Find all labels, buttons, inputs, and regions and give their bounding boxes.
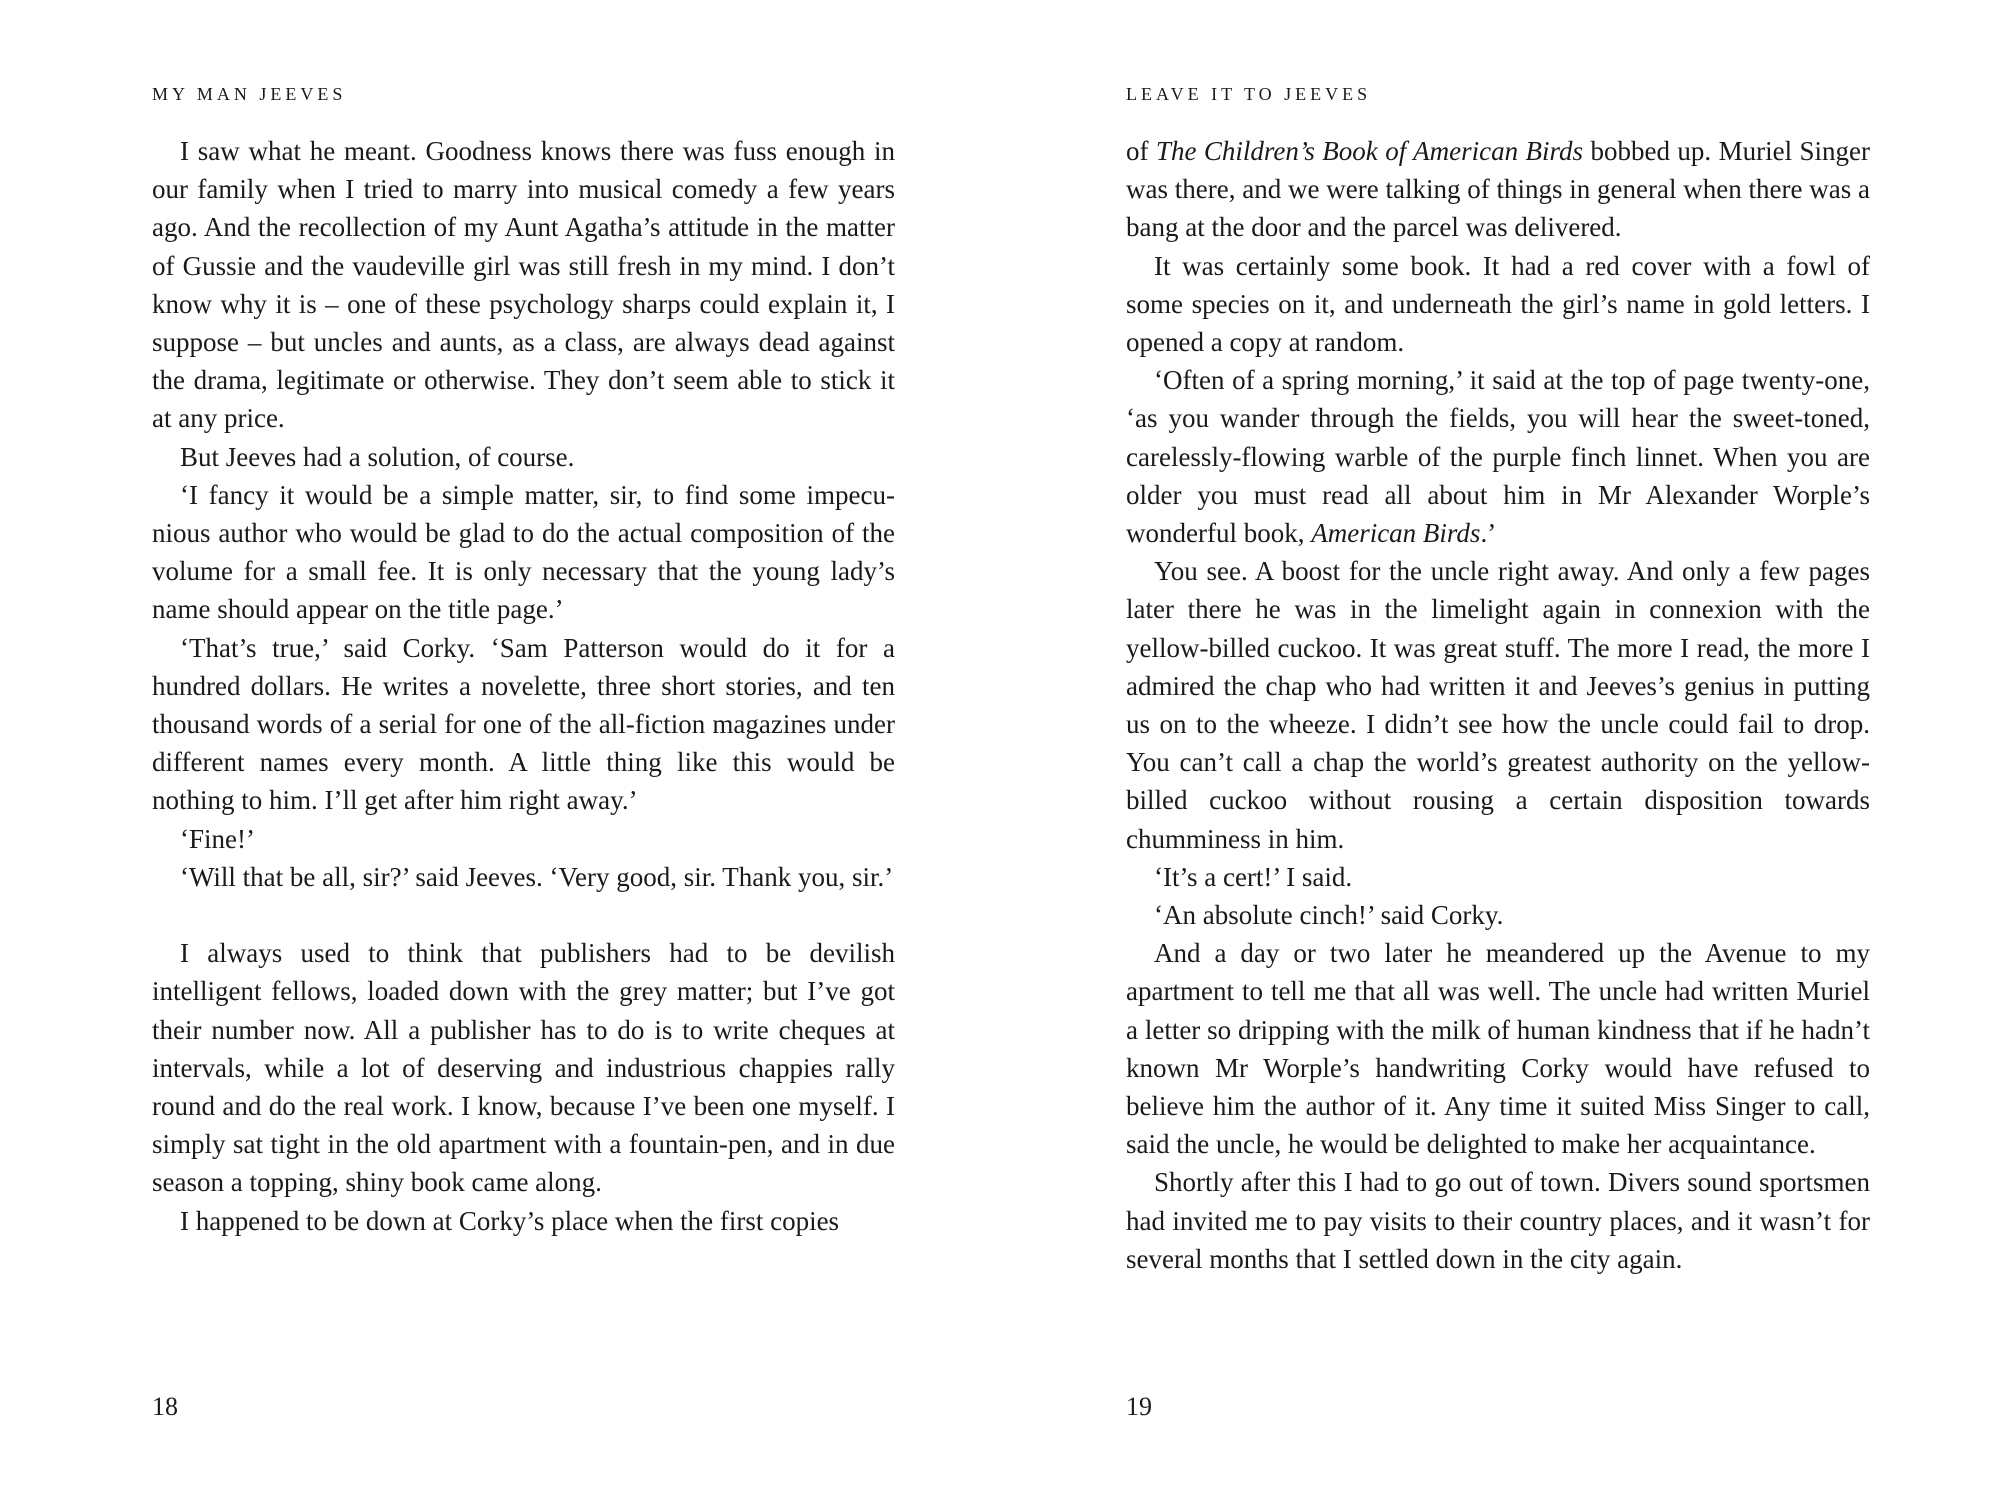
paragraph: ‘That’s true,’ said Corky. ‘Sam Patterson would do it for a hundred dollars. He writes a novelette, three short stories, and ten thousand words of a serial for one of the all-fiction magazines under different names every month. A little thing like this would be nothing to him. I’ll get after him right away.’ (152, 632, 895, 816)
text-run: ‘Often of a spring morning,’ it said at the top of page twenty-one, ‘as you wander through the fields, you will hear the sweet-toned, carelessly-flowing warble of the purple finch linnet. When you are older you must read all about him in Mr Alexander Worple’s wonderful book, (1126, 365, 1870, 549)
text-run: bobbed up. Muriel Singer was there, and we were talking of things in general when there was a bang at the door and the parcel was delivered. (1126, 136, 1870, 243)
paragraph: I saw what he meant. Goodness knows there was fuss enough in our family when I tried to marry into musical comedy a few years ago. And the recollection of my Aunt Agatha’s attitude in the matter of Gussie and the vaudeville girl was still fresh in my mind. I don’t know why it is – one of these psychology sharps could explain it, I suppose – but uncles and aunts, as a class, are always dead against the drama, legitimate or otherwise. They don’t seem able to stick it at any price. (152, 136, 895, 434)
paragraph-continued (1126, 132, 1870, 247)
text-run: .’ (1480, 518, 1497, 549)
running-head: LEAVE IT TO JEEVES (1126, 84, 1372, 104)
paragraph: It was certainly some book. It had a red cover with a fowl of some species on it, and underneath the girl’s name in gold letters. I opened a copy at random. (1126, 250, 1870, 358)
paragraph: You see. A boost for the uncle right away. And only a few pages later there he was in the limelight again in connexion with the yellow-billed cuckoo. It was great stuff. The more I read, the more I admired the chap who had written it and Jeeves’s genius in putting us on to the wheeze. I didn’t see how the uncle could fail to drop. You can’t call a chap the world’s greatest authority on the yellow-billed cuckoo without rousing a certain disposition towards chumminess in him. (1126, 556, 1870, 854)
paragraph: Shortly after this I had to go out of town. Divers sound sportsmen had invited me to pay visits to their country places, and it wasn’t for several months that I settled down in the city again. (1126, 1167, 1870, 1274)
paragraph: I happened to be down at Corky’s place when the first copies (180, 1205, 840, 1236)
paragraph: But Jeeves had a solution, of course. (180, 441, 575, 472)
book-title: The Children’s Book of American Birds (1155, 136, 1584, 166)
right-page (1126, 0, 1870, 1497)
left-page (152, 0, 895, 1497)
paragraph: ‘It’s a cert!’ I said. (1154, 861, 1353, 892)
running-head: MY MAN JEEVES (152, 84, 347, 104)
paragraph: And a day or two later he meandered up the Avenue to my apartment to tell me that all was well. The uncle had written Muriel a letter so dripping with the milk of human kindness that if he hadn’t known Mr Worple’s handwriting Corky would have refused to believe him the author of it. Any time it suited Miss Singer to call, said the uncle, he would be delighted to make her acquaintance. (1126, 938, 1870, 1160)
paragraph: ‘I fancy it would be a simple matter, sir, to find some impecunious author who would be glad to do the actual composition of the volume for a small fee. It is only necessary that the young lady’s name should appear on the title page.’ (152, 479, 895, 625)
book-title: American Birds (1311, 518, 1481, 549)
paragraph: I always used to think that publishers had to be devilish intelligent fellows, loaded down with the grey matter; but I’ve got their number now. All a publisher has to do is to write cheques at intervals, while a lot of deserving and industrious chappies rally round and do the real work. I know, because I’ve been one myself. I simply sat tight in the old apartment with a fountain-pen, and in due season a topping, shiny book came along. (152, 938, 895, 1198)
paragraph: ‘Will that be all, sir?’ said Jeeves. ‘Very good, sir. Thank you, sir.’ (180, 861, 894, 892)
page-number: 18 (152, 1392, 178, 1421)
paragraph: ‘An absolute cinch!’ said Corky. (1154, 900, 1504, 931)
page-body (1126, 132, 1870, 1278)
paragraph (1126, 361, 1870, 552)
section-break (152, 896, 895, 934)
page-number: 19 (1126, 1392, 1152, 1421)
paragraph: ‘Fine!’ (180, 823, 255, 854)
text-run: of (1126, 136, 1156, 166)
page-body (152, 132, 895, 1240)
